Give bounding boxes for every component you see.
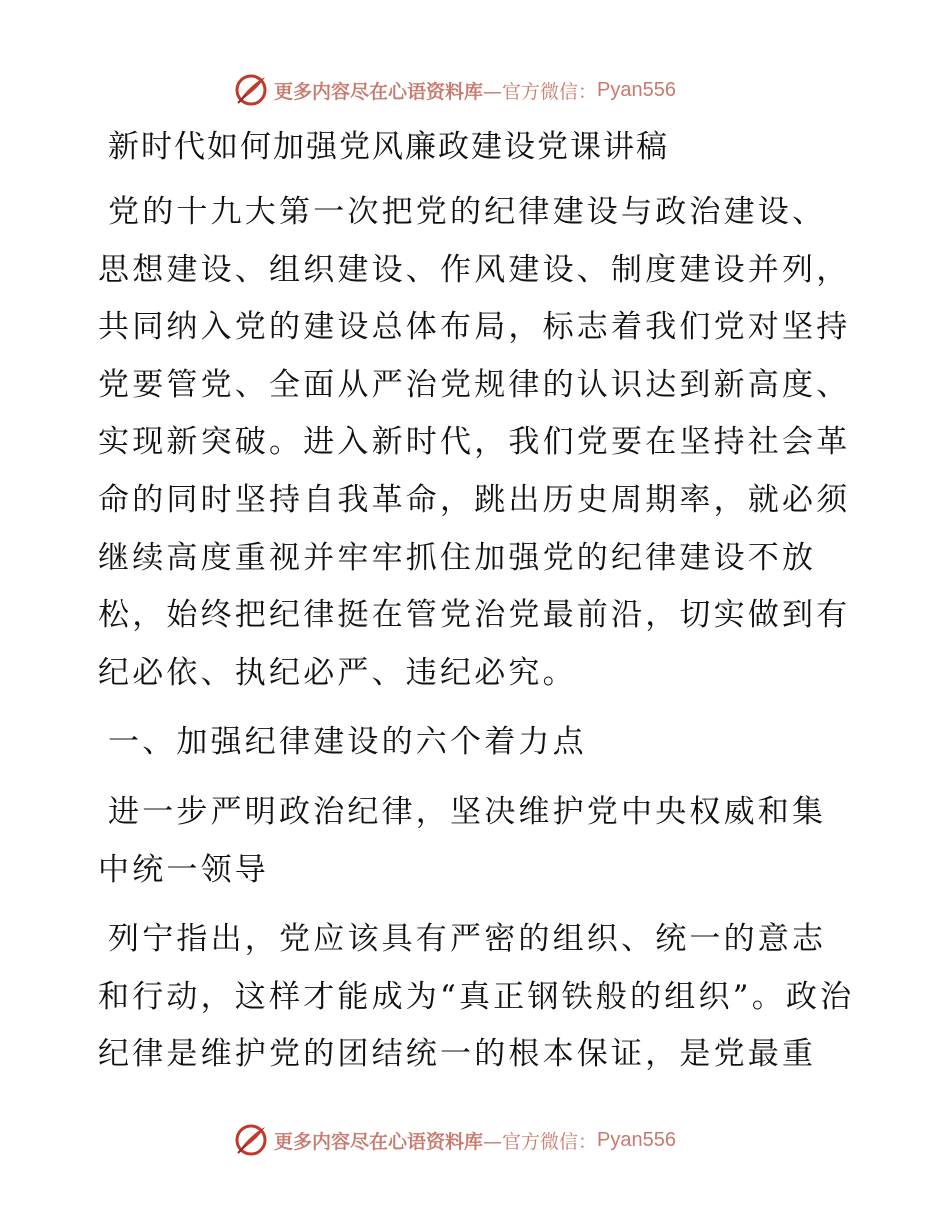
header-banner	[234, 70, 676, 110]
document-body	[98, 122, 858, 1096]
body-paragraph: 列宁指出，党应该具有严密的组织、统一的意志和行动，这样才能成为“真正钢铁般的组织”。政治纪律是维护党的团结统一的根本保证，是党最重	[98, 921, 855, 1073]
section-heading: 一、加强纪律建设的六个着力点	[108, 724, 587, 761]
intro-paragraph: 党的十九大第一次把党的纪律建设与政治建设、思想建设、组织建设、作风建设、制度建设并列，共同纳入党的建设总体布局，标志着我们党对坚持党要管党、全面从严治党规律的认识达到新高度、实现新突破。进入新时代，我们党要在坚持社会革命的同时坚持自我革命，跳出历史周期率，就必须继续高度重视并牢牢抓住加强党的纪律建设不放松，始终把纪律挺在管党治党最前沿，切实做到有纪必依、执纪必严、违纪必究。	[98, 194, 851, 691]
banner-wechat-label: —官方微信：	[483, 80, 598, 103]
quill-pen-logo-icon	[234, 73, 268, 107]
banner-title: 更多内容尽在心语资料库	[274, 80, 484, 103]
banner-wechat-id: Pyan556	[597, 78, 676, 101]
subheading-paragraph: 进一步严明政治纪律，坚决维护党中央权威和集中统一领导	[98, 793, 827, 888]
footer-banner	[234, 1120, 676, 1160]
document-title: 新时代如何加强党风廉政建设党课讲稿	[108, 129, 669, 165]
banner-wechat-id: Pyan556	[597, 1128, 676, 1151]
banner-title: 更多内容尽在心语资料库	[274, 1130, 484, 1153]
banner-wechat-label: —官方微信：	[483, 1130, 598, 1153]
quill-pen-logo-icon	[234, 1123, 268, 1157]
